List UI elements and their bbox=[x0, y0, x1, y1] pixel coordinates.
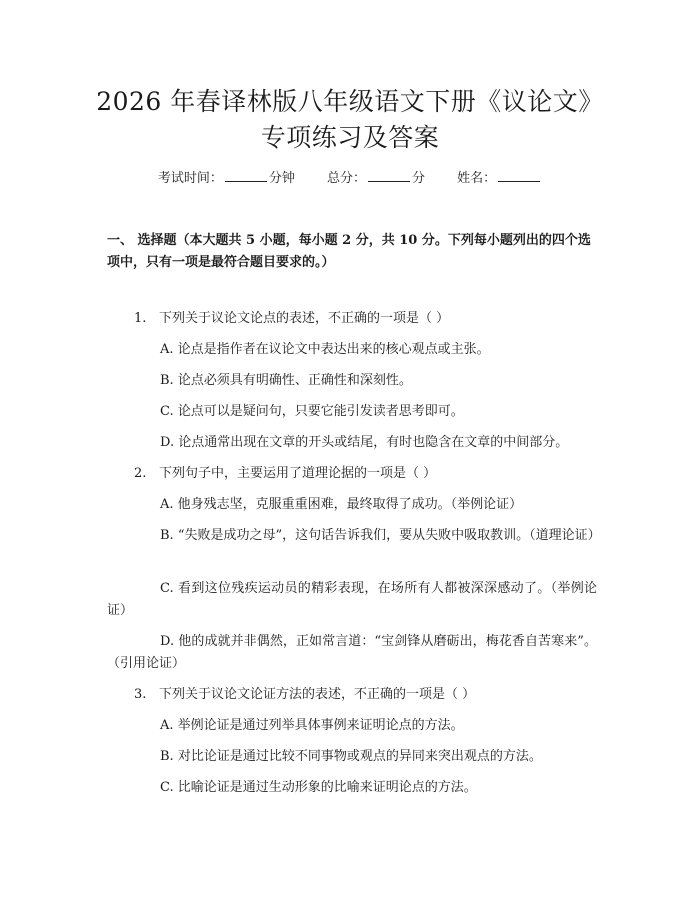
question-2-option-b: B. “失败是成功之母”，这句话告诉我们，要从失败中吸取教训。（道理论证） bbox=[160, 528, 601, 543]
question-3-option-b: B. 对比论证是通过比较不同事物或观点的异同来突出观点的方法。 bbox=[160, 749, 542, 764]
exam-time-field bbox=[158, 168, 295, 189]
question-2-option-c: C. 看到这位残疾运动员的精彩表现，在场所有人都被深深感动了。（举例论证） bbox=[107, 581, 597, 618]
total-score-field bbox=[327, 168, 425, 189]
question-1-option-a: A. 论点是指作者在议论文中表达出来的核心观点或主张。 bbox=[160, 342, 490, 357]
question-3-option-c: C. 比喻论证是通过生动形象的比喻来证明论点的方法。 bbox=[160, 780, 477, 795]
total-score-label: 总分： bbox=[326, 171, 366, 186]
question-1-option-d: D. 论点通常出现在文章的开头或结尾，有时也隐含在文章的中间部分。 bbox=[160, 435, 569, 450]
question-1 bbox=[134, 308, 594, 330]
student-name-field bbox=[457, 168, 542, 189]
page-title-line2: 专项练习及答案 bbox=[260, 123, 440, 152]
student-name-blank bbox=[498, 168, 540, 182]
question-2-option-d: D. 他的成就并非偶然，正如常言道：“宝剑锋从磨砺出，梅花香自苦寒来”。（引用论证） bbox=[107, 634, 597, 671]
exam-info-line bbox=[0, 168, 700, 189]
student-name-label: 姓名： bbox=[457, 171, 497, 186]
question-number: 1. bbox=[134, 311, 147, 326]
exam-time-blank bbox=[225, 168, 267, 182]
exam-time-unit: 分钟 bbox=[268, 171, 295, 186]
question-stem: 下列句子中，主要运用了道理论据的一项是（ ） bbox=[159, 466, 437, 481]
question-1-option-c: C. 论点可以是疑问句，只要它能引发读者思考即可。 bbox=[160, 404, 464, 419]
section-heading: 一、 选择题（本大题共 5 小题，每小题 2 分，共 10 分。下列每小题列出的四个选项中，只有一项是最符合题目要求的。） bbox=[107, 233, 591, 270]
question-1-option-b: B. 论点必须具有明确性、正确性和深刻性。 bbox=[160, 373, 412, 388]
question-stem: 下列关于议论文论证方法的表述，不正确的一项是（ ） bbox=[159, 687, 476, 702]
page-title-line1: 2026 年春译林版八年级语文下册《议论文》 bbox=[96, 87, 604, 116]
question-2-option-a: A. 他身残志坚，克服重重困难，最终取得了成功。（举例论证） bbox=[160, 497, 523, 512]
question-2 bbox=[134, 463, 594, 485]
question-number: 3. bbox=[134, 687, 147, 702]
question-3 bbox=[134, 684, 594, 706]
total-score-blank bbox=[368, 168, 410, 182]
total-score-unit: 分 bbox=[412, 171, 426, 186]
question-number: 2. bbox=[134, 466, 147, 481]
question-stem: 下列关于议论文论点的表述，不正确的一项是（ ） bbox=[159, 311, 450, 326]
question-3-option-a: A. 举例论证是通过列举具体事例来证明论点的方法。 bbox=[160, 718, 464, 733]
exam-time-label: 考试时间： bbox=[157, 171, 223, 186]
